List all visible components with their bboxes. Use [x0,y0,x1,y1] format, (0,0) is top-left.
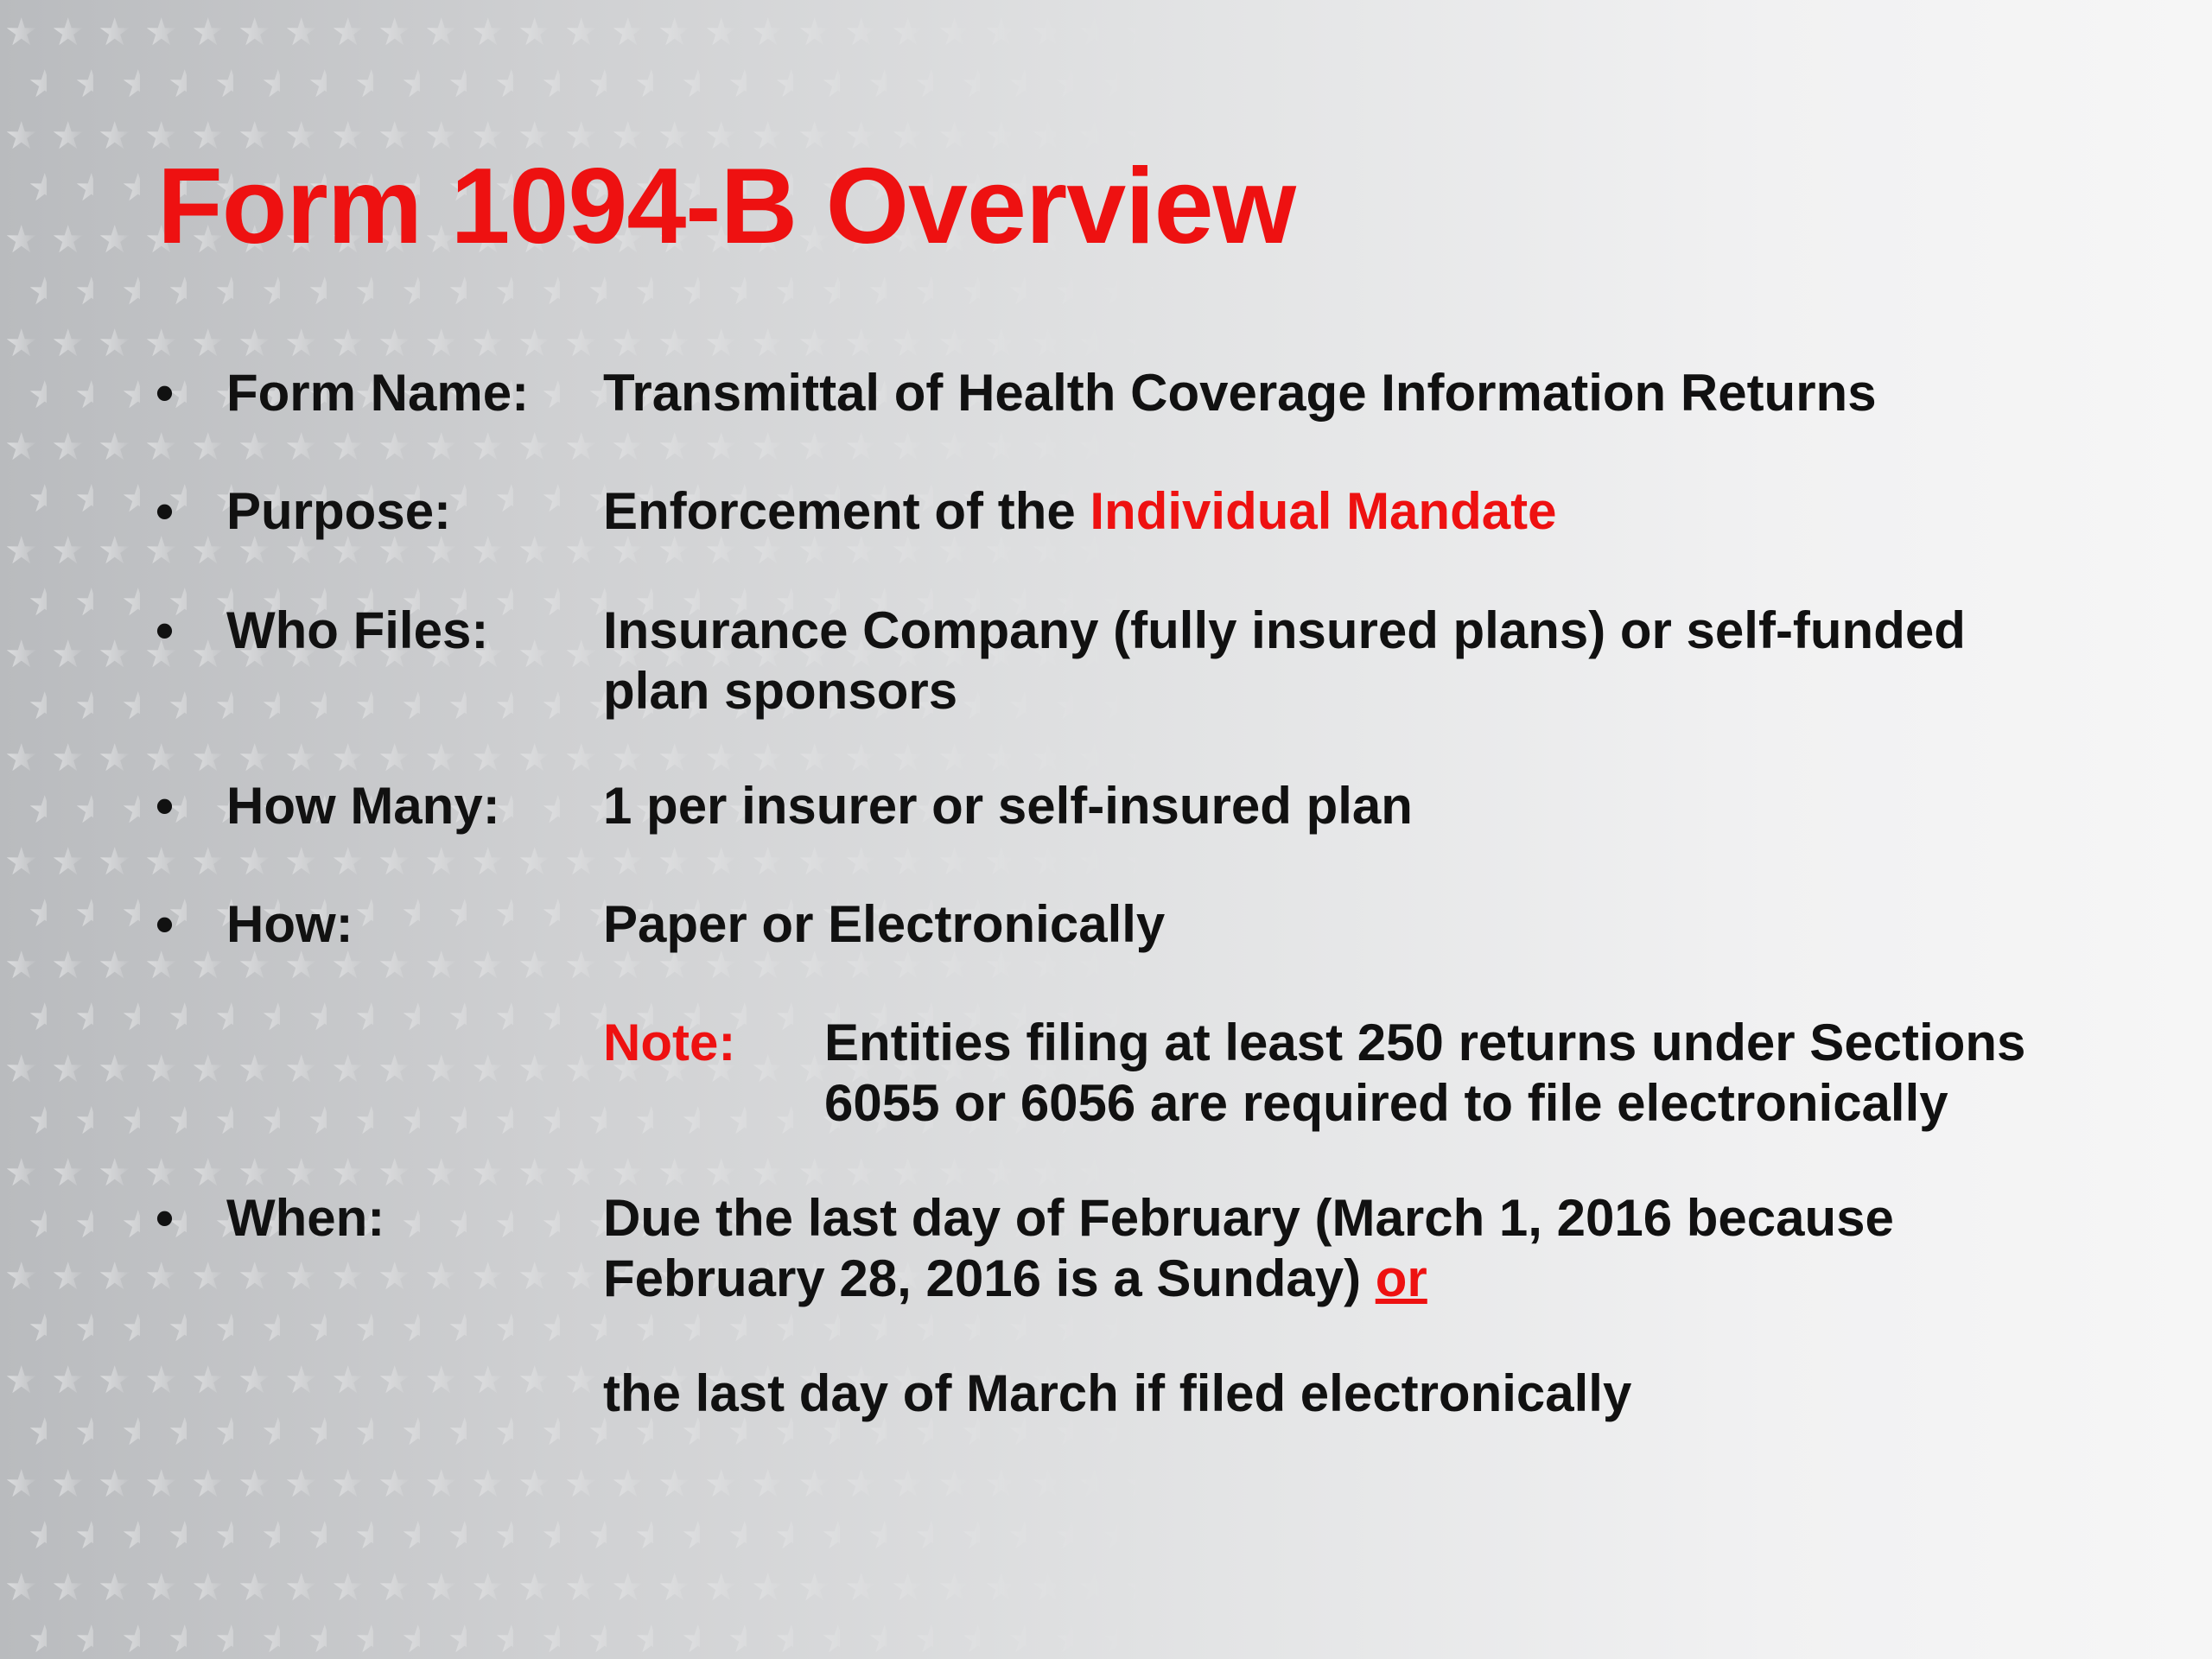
item-value [603,481,2124,542]
bullet: • [156,482,175,540]
slide-title: Form 1094-B Overview [157,147,1296,266]
item-label: When: [226,1189,385,1247]
note-line: 6055 or 6056 are required to file electronically [824,1074,1948,1132]
connector-text: or [1375,1249,1427,1307]
bullet: • [156,364,175,422]
bullet: • [156,777,175,835]
value-line: February 28, 2016 is a Sunday) [603,1249,1376,1307]
value-text: Enforcement of the [603,482,1090,540]
item-value [603,601,2124,721]
item-label: How Many: [226,777,500,835]
highlight-text: Individual Mandate [1090,482,1557,540]
bullet: • [156,1189,175,1247]
item-label: How: [226,895,353,953]
item-value: 1 per insurer or self-insured plan [603,777,1413,835]
value-line: Insurance Company (fully insured plans) or self-funded [603,601,1966,659]
value-line: Due the last day of February (March 1, 2016 because [603,1189,1894,1247]
item-value: Transmittal of Health Coverage Information Returns [603,364,1877,422]
item-value: Paper or Electronically [603,895,1166,953]
item-value [603,1188,2124,1309]
value-line: plan sponsors [603,662,958,720]
item-label: Who Files: [226,601,489,659]
bullet: • [156,601,175,659]
item-label: Purpose: [226,482,452,540]
note-line: Entities filing at least 250 returns under Sections [824,1014,2026,1071]
item-label: Form Name: [226,364,530,422]
note-text [824,1013,2172,1134]
bullet: • [156,895,175,953]
item-value: the last day of March if filed electronically [603,1364,1632,1422]
note-label: Note: [603,1014,736,1071]
